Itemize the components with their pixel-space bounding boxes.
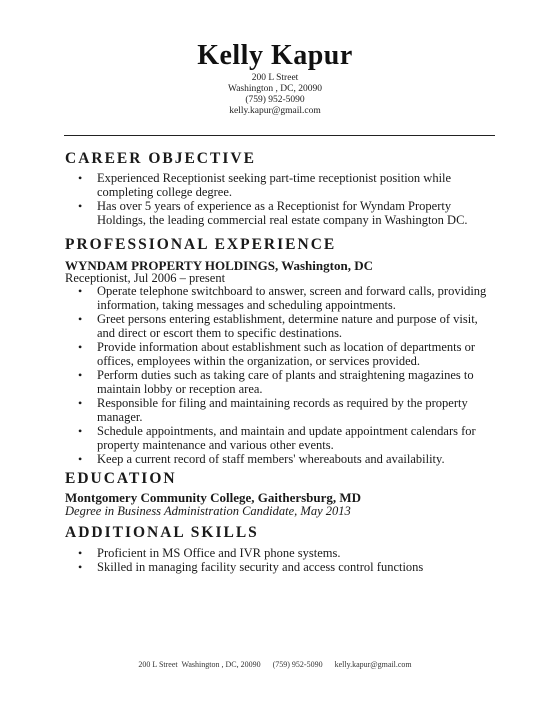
- school-name: Montgomery Community College, Gaithersburg, MD: [65, 490, 362, 505]
- degree-name: Degree in Business Administration Candidate, May 2013: [65, 504, 351, 518]
- career-objective-list: [78, 171, 498, 227]
- page-footer: 200 L Street Washington , DC, 20090 (759) 952-5090 kelly.kapur@gmail.com: [138, 660, 412, 669]
- job-role: Receptionist, Jul 2006 – present: [65, 271, 226, 285]
- list-item: • Greet persons entering establishment, determine nature and purpose of visit, and direct or escort them to specific destinations.: [78, 312, 498, 340]
- contact-address: 200 L Street: [251, 73, 299, 83]
- company-name: WYNDAM PROPERTY HOLDINGS, Washington, DC: [65, 258, 373, 273]
- skills-list: [78, 546, 498, 574]
- contact-email: kelly.kapur@gmail.com: [229, 106, 321, 116]
- experience-list: [78, 284, 498, 466]
- section-title-education: EDUCATION: [65, 470, 177, 487]
- list-item: • Experienced Receptionist seeking part-time receptionist position while completing college degree.: [78, 171, 498, 199]
- list-item: • Schedule appointments, and maintain and update appointment calendars for property maintenance and various other events.: [78, 424, 498, 452]
- section-title-additional-skills: ADDITIONAL SKILLS: [65, 524, 259, 541]
- list-item: • Has over 5 years of experience as a Receptionist for Wyndam Property Holdings, the leading commercial real estate company in Washington DC.: [78, 199, 498, 227]
- section-title-professional-experience: PROFESSIONAL EXPERIENCE: [65, 236, 337, 253]
- list-item: • Proficient in MS Office and IVR phone systems.: [78, 546, 498, 560]
- contact-phone: (759) 952-5090: [245, 95, 305, 105]
- list-item: • Skilled in managing facility security and access control functions: [78, 560, 498, 574]
- list-item: • Operate telephone switchboard to answer, screen and forward calls, providing information, taking messages and scheduling appointments.: [78, 284, 498, 312]
- list-item: • Responsible for filing and maintaining records as required by the property manager.: [78, 396, 498, 424]
- contact-city: Washington , DC, 20090: [228, 84, 322, 94]
- header-divider: [64, 135, 495, 136]
- list-item: • Keep a current record of staff members' whereabouts and availability.: [78, 452, 498, 466]
- list-item: • Perform duties such as taking care of plants and straightening magazines to maintain lobby or reception area.: [78, 368, 498, 396]
- candidate-name: Kelly Kapur: [197, 40, 353, 71]
- contact-block: [0, 73, 550, 117]
- section-title-career-objective: CAREER OBJECTIVE: [65, 150, 256, 167]
- list-item: • Provide information about establishment such as location of departments or offices, employees within the organization, or services provided.: [78, 340, 498, 368]
